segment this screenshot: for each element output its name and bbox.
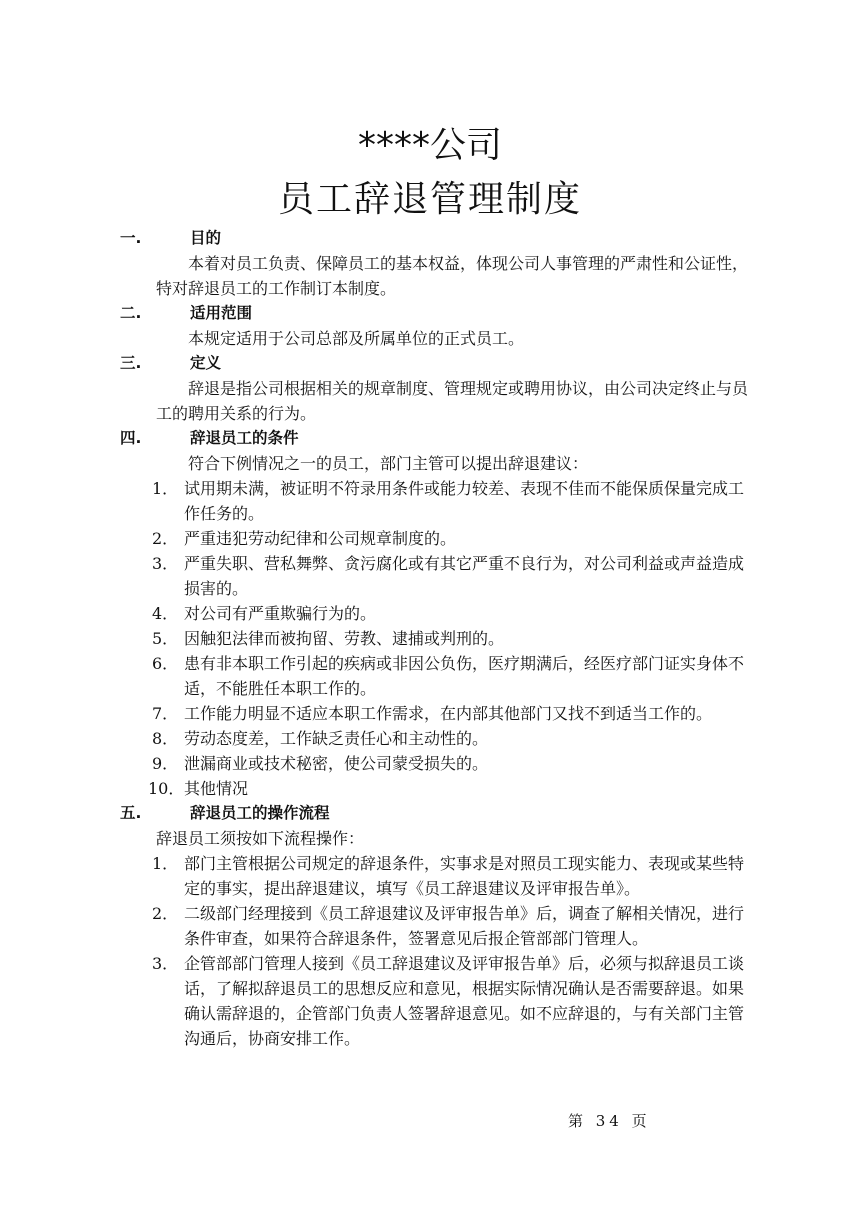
section-heading-procedure bbox=[118, 801, 758, 826]
list-number: 3． bbox=[152, 954, 179, 973]
section-number: 五. bbox=[120, 804, 142, 822]
list-number: 2． bbox=[152, 904, 179, 923]
section-heading-conditions bbox=[118, 426, 758, 451]
section-number: 三. bbox=[120, 354, 142, 372]
section-paragraph: 本规定适用于公司总部及所属单位的正式员工。 bbox=[188, 329, 525, 348]
section-title: 目的 bbox=[190, 229, 222, 247]
section-heading-scope bbox=[118, 301, 758, 326]
list-number: 9． bbox=[152, 754, 179, 773]
section-number: 二. bbox=[120, 304, 142, 322]
section-heading-definition bbox=[118, 351, 758, 376]
list-item bbox=[118, 651, 758, 701]
list-text: 劳动态度差，工作缺乏责任心和主动性的。 bbox=[184, 729, 489, 748]
list-text: 对公司有严重欺骗行为的。 bbox=[184, 604, 377, 623]
list-number: 8． bbox=[152, 729, 179, 748]
document-body bbox=[118, 226, 758, 1051]
list-number: 1． bbox=[152, 479, 179, 498]
list-item bbox=[118, 776, 758, 801]
section-number: 四. bbox=[120, 429, 142, 447]
list-text: 泄漏商业或技术秘密，使公司蒙受损失的。 bbox=[184, 754, 489, 773]
list-number: 1． bbox=[152, 854, 179, 873]
list-text: 企管部部门管理人接到《员工辞退建议及评审报告单》后，必须与拟辞退员工谈话，了解拟辞退员工的思想反应和意见，根据实际情况确认是否需要辞退。如果确认需辞退的，企管部门负责人签署辞退意见。如不应辞退的，与有关部门主管沟通后，协商安排工作。 bbox=[184, 954, 745, 1048]
list-text: 严重失职、营私舞弊、贪污腐化或有其它严重不良行为，对公司利益或声益造成损害的。 bbox=[184, 554, 745, 598]
list-number: 6． bbox=[152, 654, 179, 673]
list-item bbox=[118, 701, 758, 726]
section-title: 定义 bbox=[190, 354, 222, 372]
section-paragraph: 本着对员工负责、保障员工的基本权益，体现公司人事管理的严肃性和公证性，特对辞退员工的工作制订本制度。 bbox=[156, 254, 749, 298]
section-intro: 符合下例情况之一的员工，部门主管可以提出辞退建议： bbox=[188, 454, 589, 473]
list-text: 因触犯法律而被拘留、劳教、逮捕或判刑的。 bbox=[184, 629, 505, 648]
list-item bbox=[118, 726, 758, 751]
list-text: 其他情况 bbox=[184, 779, 249, 798]
section-heading-purpose bbox=[118, 226, 758, 251]
company-title: ****公司 bbox=[357, 125, 502, 166]
list-item bbox=[118, 476, 758, 526]
list-item bbox=[118, 851, 758, 901]
list-text: 严重违犯劳动纪律和公司规章制度的。 bbox=[184, 529, 457, 548]
list-text: 患有非本职工作引起的疾病或非因公负伤，医疗期满后，经医疗部门证实身体不适，不能胜任本职工作的。 bbox=[184, 654, 745, 698]
list-text: 二级部门经理接到《员工辞退建议及评审报告单》后，调查了解相关情况，进行条件审查，如果符合辞退条件，签署意见后报企管部部门管理人。 bbox=[184, 904, 745, 948]
list-number: 5． bbox=[152, 629, 179, 648]
section-title: 适用范围 bbox=[190, 304, 253, 322]
list-item bbox=[118, 626, 758, 651]
list-number: 2． bbox=[152, 529, 179, 548]
section-intro: 辞退员工须按如下流程操作： bbox=[156, 829, 365, 848]
section-number: 一. bbox=[120, 229, 142, 247]
list-number: 10． bbox=[148, 779, 185, 798]
list-number: 7． bbox=[152, 704, 179, 723]
section-title: 辞退员工的条件 bbox=[190, 429, 299, 447]
list-text: 工作能力明显不适应本职工作需求，在内部其他部门又找不到适当工作的。 bbox=[184, 704, 713, 723]
list-number: 4． bbox=[152, 604, 179, 623]
section-paragraph: 辞退是指公司根据相关的规章制度、管理规定或聘用协议，由公司决定终止与员工的聘用关系的行为。 bbox=[156, 379, 749, 423]
page-number: 第 34 页 bbox=[568, 1112, 651, 1130]
list-item bbox=[118, 901, 758, 951]
list-item bbox=[118, 551, 758, 601]
list-text: 部门主管根据公司规定的辞退条件，实事求是对照员工现实能力、表现或某些特定的事实，提出辞退建议，填写《员工辞退建议及评审报告单》。 bbox=[184, 854, 745, 898]
list-text: 试用期未满，被证明不符录用条件或能力较差、表现不佳而不能保质保量完成工作任务的。 bbox=[184, 479, 745, 523]
conditions-list bbox=[118, 476, 758, 801]
list-item bbox=[118, 526, 758, 551]
document-title: 员工辞退管理制度 bbox=[277, 179, 582, 220]
list-number: 3． bbox=[152, 554, 179, 573]
list-item bbox=[118, 601, 758, 626]
list-item bbox=[118, 751, 758, 776]
procedure-list bbox=[118, 851, 758, 1051]
section-title: 辞退员工的操作流程 bbox=[190, 804, 330, 822]
list-item bbox=[118, 951, 758, 1051]
